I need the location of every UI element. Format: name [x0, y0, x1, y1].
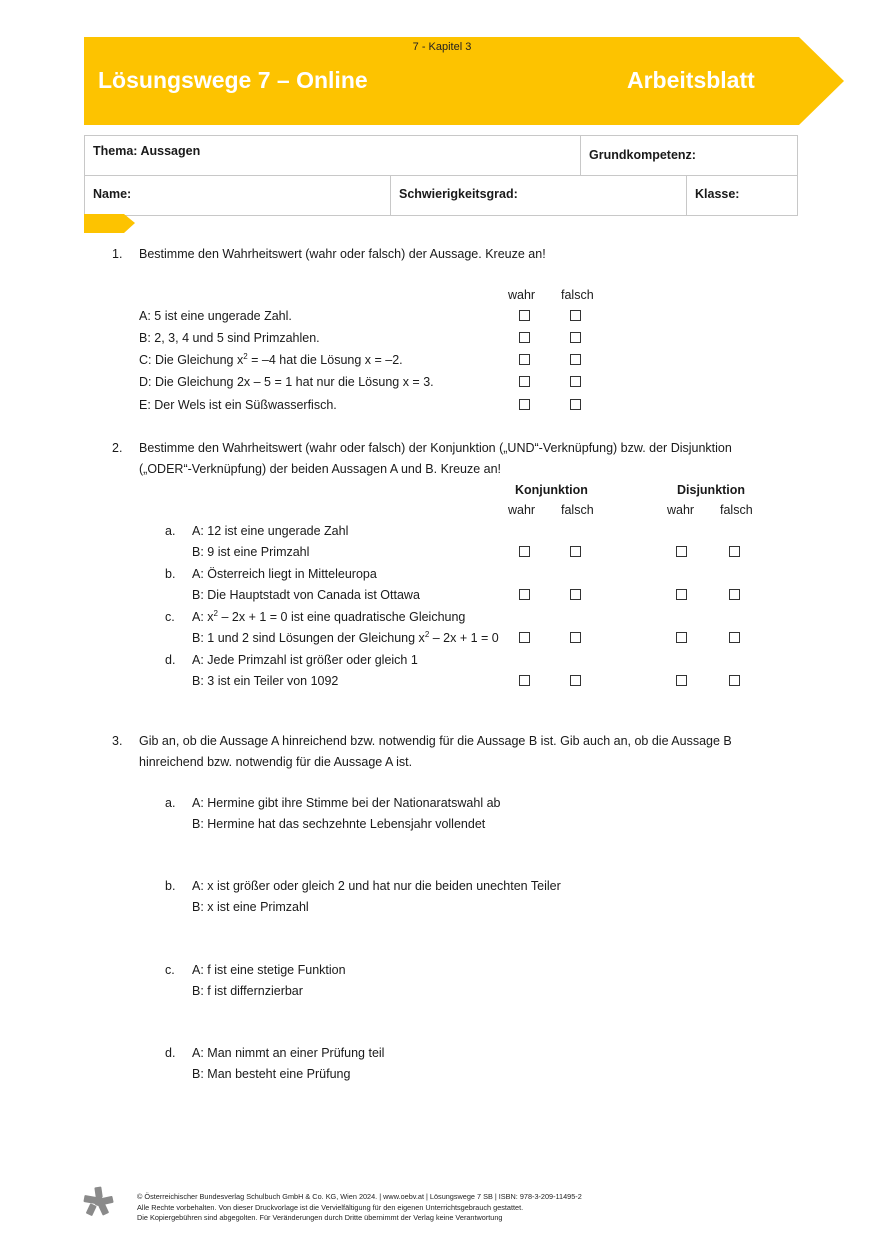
task2-a-statement-b: B: 9 ist eine Primzahl [192, 545, 310, 559]
task1-item-c-sup: 2 [243, 352, 248, 361]
task3-a-statement-a: A: Hermine gibt ihre Stimme bei der Nationaratswahl ab [192, 796, 501, 810]
difficulty-cell: Schwierigkeitsgrad: [391, 176, 687, 215]
task1-col-true: wahr [508, 288, 536, 302]
task3-prompt-line1: Gib an, ob die Aussage A hinreichend bzw. notwendig für die Aussage B ist. Gib auch an, ob die Aussage B [139, 734, 732, 748]
class-cell: Klasse: [695, 187, 740, 201]
task2-konjunktion-header: Konjunktion [515, 483, 588, 497]
task1-item-c-pre: C: Die Gleichung x [139, 353, 244, 367]
competence-cell: Grundkompetenz: [589, 148, 696, 162]
publisher-logo-icon [83, 1186, 115, 1216]
task1-prompt: Bestimme den Wahrheitswert (wahr oder falsch) der Aussage. Kreuze an! [139, 247, 546, 261]
footer-copyright [137, 1192, 582, 1224]
task2-b-disj-true-checkbox[interactable] [676, 589, 687, 600]
page-title: Lösungswege 7 – Online [98, 67, 368, 93]
task2-d-konj-false-checkbox[interactable] [570, 675, 581, 686]
task2-a-label: a. [165, 524, 176, 538]
task2-b-konj-false-checkbox[interactable] [570, 589, 581, 600]
task2-c-a-post: – 2x + 1 = 0 ist eine quadratische Gleichung [218, 610, 466, 624]
name-cell: Name: [85, 176, 391, 215]
task3-b-label: b. [165, 879, 176, 893]
info-row-student [85, 176, 797, 215]
task2-c-disj-true-checkbox[interactable] [676, 632, 687, 643]
task3-c-statement-a: A: f ist eine stetige Funktion [192, 963, 346, 977]
task2-disj-col-true: wahr [667, 503, 695, 517]
task1-item-c [139, 352, 403, 368]
task3-a-label: a. [165, 796, 176, 810]
task3-prompt-line2: hinreichend bzw. notwendig für die Aussage A ist. [139, 755, 413, 769]
task2-d-disj-false-checkbox[interactable] [729, 675, 740, 686]
task2-d-konj-true-checkbox[interactable] [519, 675, 530, 686]
task2-prompt-line2: („ODER“-Verknüpfung) der beiden Aussagen A und B. Kreuze an! [139, 462, 502, 476]
task1-e-false-checkbox[interactable] [570, 399, 581, 410]
task1-item-a: A: 5 ist eine ungerade Zahl. [139, 309, 292, 323]
task2-b-label: b. [165, 567, 176, 581]
task3-c-label: c. [165, 963, 175, 977]
task2-a-konj-false-checkbox[interactable] [570, 546, 581, 557]
task2-c-a-pre: A: x [192, 610, 214, 624]
task2-konj-col-false: falsch [561, 503, 594, 517]
task3-d-label: d. [165, 1046, 176, 1060]
document-type: Arbeitsblatt [627, 67, 755, 93]
task2-disjunktion-header: Disjunktion [677, 483, 746, 497]
task3-number: 3. [112, 734, 123, 748]
task1-d-true-checkbox[interactable] [519, 376, 530, 387]
task2-c-konj-true-checkbox[interactable] [519, 632, 530, 643]
task2-c-statement-a [192, 609, 465, 625]
task1-c-false-checkbox[interactable] [570, 354, 581, 365]
chapter-label: 7 - Kapitel 3 [412, 41, 472, 53]
task2-c-b-post: – 2x + 1 = 0 [429, 631, 499, 645]
task2-prompt-line1: Bestimme den Wahrheitswert (wahr oder falsch) der Konjunktion („UND“-Verknüpfung) bzw. der Disjunktion [139, 441, 732, 455]
task2-c-b-pre: B: 1 und 2 sind Lösungen der Gleichung x [192, 631, 425, 645]
task1-item-e: E: Der Wels ist ein Süßwasserfisch. [139, 398, 337, 412]
task2-a-statement-a: A: 12 ist eine ungerade Zahl [192, 524, 349, 538]
task2-d-statement-b: B: 3 ist ein Teiler von 1092 [192, 674, 339, 688]
info-row-topic [85, 136, 797, 176]
header-banner [84, 37, 844, 125]
task3-a-statement-b: B: Hermine hat das sechzehnte Lebensjahr vollendet [192, 817, 486, 831]
task2-c-disj-false-checkbox[interactable] [729, 632, 740, 643]
decorative-arrow-icon [84, 214, 136, 234]
task1-col-false: falsch [561, 288, 594, 302]
task2-number: 2. [112, 441, 123, 455]
task1-a-true-checkbox[interactable] [519, 310, 530, 321]
task1-a-false-checkbox[interactable] [570, 310, 581, 321]
task3-b-statement-b: B: x ist eine Primzahl [192, 900, 309, 914]
topic-cell: Thema: Aussagen [85, 136, 581, 175]
task2-c-label: c. [165, 610, 175, 624]
task1-b-false-checkbox[interactable] [570, 332, 581, 343]
task2-a-disj-false-checkbox[interactable] [729, 546, 740, 557]
task1-item-b: B: 2, 3, 4 und 5 sind Primzahlen. [139, 331, 320, 345]
task2-d-label: d. [165, 653, 176, 667]
task1-number: 1. [112, 247, 123, 261]
task2-d-statement-a: A: Jede Primzahl ist größer oder gleich 1 [192, 653, 418, 667]
task2-c-statement-b [192, 630, 499, 646]
info-table [84, 135, 798, 216]
task3-d-statement-a: A: Man nimmt an einer Prüfung teil [192, 1046, 385, 1060]
footer-line3: Die Kopiergebühren sind abgegolten. Für Veränderungen durch Dritte übernimmt der Verlag keine Verantwortung [137, 1213, 503, 1222]
task2-a-konj-true-checkbox[interactable] [519, 546, 530, 557]
footer-line2: Alle Rechte vorbehalten. Von dieser Druckvorlage ist die Vervielfältigung für den eigenen Unterrichtsgebrauch gestattet. [137, 1202, 524, 1212]
task3-d-statement-b: B: Man besteht eine Prüfung [192, 1067, 351, 1081]
task2-konj-col-true: wahr [508, 503, 536, 517]
task1-item-c-post: = –4 hat die Lösung x = –2. [247, 353, 403, 367]
task1-b-true-checkbox[interactable] [519, 332, 530, 343]
task1-c-true-checkbox[interactable] [519, 354, 530, 365]
task1-d-false-checkbox[interactable] [570, 376, 581, 387]
task1-e-true-checkbox[interactable] [519, 399, 530, 410]
task2-disj-col-false: falsch [720, 503, 753, 517]
task2-b-statement-b: B: Die Hauptstadt von Canada ist Ottawa [192, 588, 420, 602]
task2-d-disj-true-checkbox[interactable] [676, 675, 687, 686]
task2-a-disj-true-checkbox[interactable] [676, 546, 687, 557]
task2-c-konj-false-checkbox[interactable] [570, 632, 581, 643]
task1-item-d: D: Die Gleichung 2x – 5 = 1 hat nur die Lösung x = 3. [139, 375, 434, 389]
footer-line1: © Österreichischer Bundesverlag Schulbuch GmbH & Co. KG, Wien 2024. | www.oebv.at | Lösungswege 7 SB | ISBN: 978-3-209-11495-2 [137, 1192, 582, 1201]
task2-c-b-sup: 2 [424, 630, 430, 639]
task3-c-statement-b: B: f ist differnzierbar [192, 984, 303, 998]
task2-c-a-sup: 2 [213, 609, 218, 618]
task2-b-statement-a: A: Österreich liegt in Mitteleuropa [192, 567, 377, 581]
task2-b-disj-false-checkbox[interactable] [729, 589, 740, 600]
task2-b-konj-true-checkbox[interactable] [519, 589, 530, 600]
task3-b-statement-a: A: x ist größer oder gleich 2 und hat nur die beiden unechten Teiler [192, 879, 561, 893]
